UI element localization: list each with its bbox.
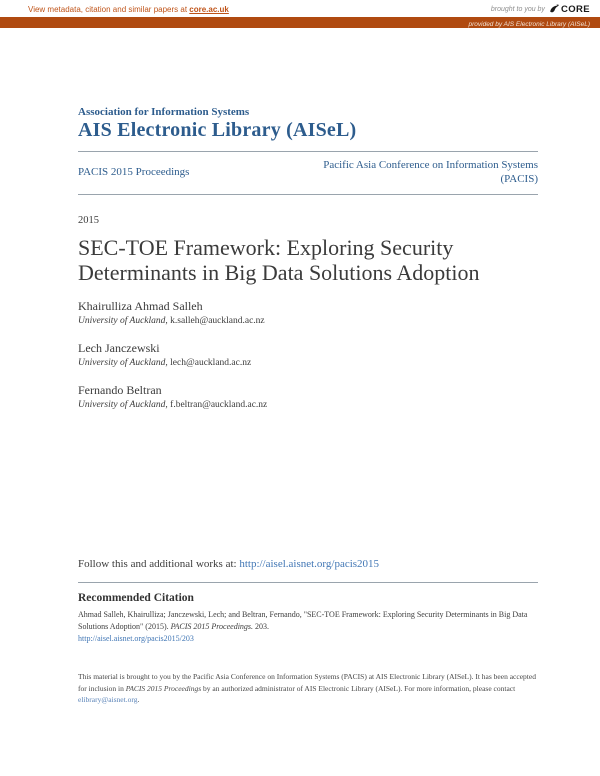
author-affiliation-line (78, 358, 538, 368)
author-block (78, 341, 538, 368)
authors-section (78, 299, 538, 410)
conference-name-line1: Pacific Asia Conference on Information Systems (323, 159, 538, 171)
author-affiliation-line (78, 400, 538, 410)
citation-text: Ahmad Salleh, Khairulliza; Janczewski, Lech; and Beltran, Fernando, "SEC-TOE Framework: Exploring Security Determinants in Big Data Solutions Adoption" (2015). (78, 610, 528, 632)
author-name: Khairulliza Ahmad Salleh (78, 299, 203, 314)
org-name: Association for Information Systems (78, 106, 250, 118)
conference-name-line2: (PACIS) (500, 173, 538, 186)
citation-body (78, 609, 538, 645)
core-banner (0, 0, 600, 17)
proceedings-link[interactable]: PACIS 2015 Proceedings (78, 166, 190, 179)
library-title: AIS Electronic Library (AISeL) (78, 119, 357, 141)
author-block (78, 299, 538, 326)
header-divider-bottom (78, 194, 538, 195)
author-block (78, 383, 538, 410)
proceedings-row (78, 152, 538, 194)
author-email: f.beltran@auckland.ac.nz (170, 400, 268, 411)
citation-link[interactable]: http://aisel.aisnet.org/pacis2015/203 (78, 634, 194, 644)
metadata-notice-text: View metadata, citation and similar papers at (28, 5, 190, 14)
provided-by-bar (0, 17, 600, 28)
affil-separator: , (165, 358, 171, 369)
elibrary-email-link[interactable]: elibrary@aisnet.org (78, 695, 138, 705)
footer-proceedings-italic: PACIS 2015 Proceedings (125, 683, 202, 693)
author-affiliation: University of Auckland (78, 358, 166, 369)
core-logo[interactable] (549, 4, 590, 15)
follow-works-text: Follow this and additional works at: (78, 558, 240, 571)
metadata-notice (28, 5, 229, 14)
publication-year: 2015 (78, 214, 99, 226)
affil-separator: , (165, 316, 171, 327)
affil-separator: , (165, 400, 171, 411)
author-email: k.salleh@auckland.ac.nz (170, 316, 265, 327)
repository-header (78, 106, 538, 195)
footer-text: This material is brought to you by the Pacific Asia Conference on Information Systems (PACIS) at AIS Electronic Library (AISeL). It has been accepted for inclusion in (78, 672, 536, 693)
citation-page-number: 203. (253, 622, 270, 632)
brought-by-group (491, 4, 590, 15)
author-email: lech@auckland.ac.nz (170, 358, 252, 369)
follow-works-line (78, 558, 538, 570)
footer-text-2: by an authorized administrator of AIS Electronic Library (AISeL). For more information, please contact (201, 683, 516, 693)
citation-divider (78, 582, 538, 583)
citation-proceedings-italic: PACIS 2015 Proceedings. (170, 622, 254, 632)
cover-page (78, 106, 538, 706)
footer-note (78, 671, 538, 706)
author-name: Fernando Beltran (78, 383, 162, 398)
provided-by-text: provided by AIS Electronic Library (AISeL) (468, 21, 590, 28)
recommended-citation-heading: Recommended Citation (78, 592, 194, 605)
core-bird-icon (549, 4, 560, 15)
core-logo-text: CORE (560, 4, 590, 15)
paper-title-line2: Determinants in Big Data Solutions Adoption (78, 259, 480, 285)
conference-link[interactable] (323, 158, 538, 187)
author-affiliation: University of Auckland (78, 316, 166, 327)
author-affiliation-line (78, 316, 538, 326)
follow-works-link[interactable]: http://aisel.aisnet.org/pacis2015 (239, 558, 380, 571)
core-ac-uk-link[interactable]: core.ac.uk (189, 5, 229, 14)
author-affiliation: University of Auckland (78, 400, 166, 411)
author-name: Lech Janczewski (78, 341, 160, 356)
footer-period: . (137, 695, 140, 705)
paper-title (78, 235, 538, 286)
brought-by-label: brought to you by (490, 6, 545, 13)
paper-title-line1: SEC-TOE Framework: Exploring Security (78, 234, 454, 260)
